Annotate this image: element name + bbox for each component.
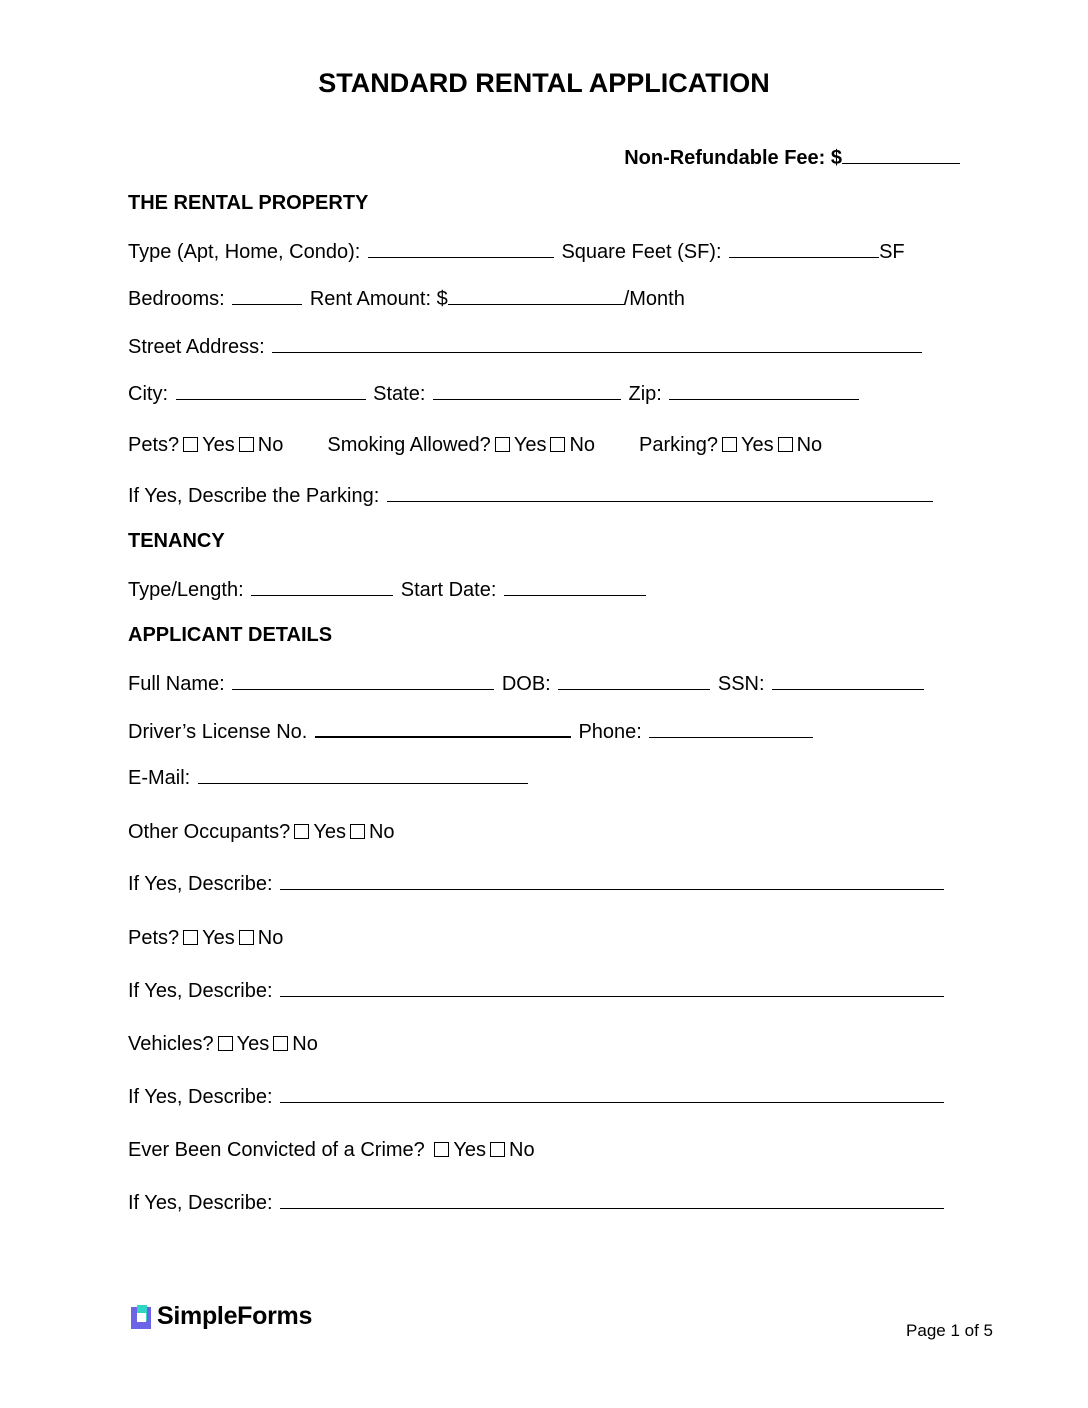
ssn-field[interactable] <box>772 671 924 690</box>
pets-no-label: No <box>257 434 284 456</box>
vehicles-describe-field[interactable] <box>280 1084 944 1103</box>
license-field[interactable] <box>315 718 571 738</box>
smoking-label: Smoking Allowed? <box>327 434 491 456</box>
parking-no-checkbox[interactable] <box>778 437 793 452</box>
pets-yes-label: Yes <box>202 434 235 456</box>
sqft-label: Square Feet (SF): <box>561 241 722 263</box>
smoking-yes-label: Yes <box>513 434 547 456</box>
simpleforms-logo-icon <box>131 1305 153 1329</box>
rent-field[interactable] <box>448 286 624 305</box>
type-field[interactable] <box>368 239 554 258</box>
pets-describe-label: If Yes, Describe: <box>128 980 273 1002</box>
pets-label: Pets? <box>128 434 180 456</box>
license-label: Driver’s License No. <box>128 721 308 743</box>
occupants-no-checkbox[interactable] <box>350 824 365 839</box>
row-pets-smoking-parking <box>128 434 822 457</box>
fee-row <box>624 145 960 170</box>
parking-yes-label: Yes <box>740 434 774 456</box>
sqft-field[interactable] <box>729 239 879 258</box>
bedrooms-label: Bedrooms: <box>128 288 225 310</box>
row-crime <box>128 1139 535 1162</box>
row-parking-describe <box>128 483 935 508</box>
occupants-yes-checkbox[interactable] <box>294 824 309 839</box>
pets-yes-checkbox[interactable] <box>183 437 198 452</box>
parking-describe-field[interactable] <box>387 483 933 502</box>
start-date-field[interactable] <box>504 577 646 596</box>
email-field[interactable] <box>198 765 528 784</box>
vehicles-yes-checkbox[interactable] <box>218 1036 233 1051</box>
zip-label: Zip: <box>628 383 662 405</box>
crime-no-label: No <box>509 1139 535 1161</box>
row-city-state-zip <box>128 381 861 406</box>
row-crime-describe <box>128 1190 946 1215</box>
applicant-pets-no-label: No <box>257 927 284 949</box>
full-name-label: Full Name: <box>128 673 225 695</box>
type-label: Type (Apt, Home, Condo): <box>128 241 361 263</box>
start-date-label: Start Date: <box>400 579 497 601</box>
applicant-pets-label: Pets? <box>128 927 180 949</box>
section-heading-tenancy: TENANCY <box>128 530 225 552</box>
row-occupants-describe <box>128 871 946 896</box>
dob-label: DOB: <box>501 673 551 695</box>
street-field[interactable] <box>272 334 922 353</box>
crime-yes-label: Yes <box>453 1139 487 1161</box>
pets-no-checkbox[interactable] <box>239 437 254 452</box>
fee-label: Non-Refundable Fee: $ <box>624 147 842 169</box>
bedrooms-field[interactable] <box>232 286 302 305</box>
applicant-pets-no-checkbox[interactable] <box>239 930 254 945</box>
vehicles-label: Vehicles? <box>128 1033 214 1055</box>
phone-label: Phone: <box>578 721 642 743</box>
fee-field[interactable] <box>842 145 960 164</box>
row-tenancy <box>128 577 648 602</box>
parking-yes-checkbox[interactable] <box>722 437 737 452</box>
occupants-describe-label: If Yes, Describe: <box>128 873 273 895</box>
page-number: Page 1 of 5 <box>906 1321 993 1340</box>
document-title: STANDARD RENTAL APPLICATION <box>318 68 770 98</box>
crime-label: Ever Been Convicted of a Crime? <box>128 1139 425 1161</box>
smoking-yes-checkbox[interactable] <box>495 437 510 452</box>
rent-label: Rent Amount: $ <box>309 288 448 310</box>
pets-describe-field[interactable] <box>280 978 944 997</box>
row-bedrooms-rent <box>128 286 685 311</box>
smoking-no-checkbox[interactable] <box>550 437 565 452</box>
parking-label: Parking? <box>639 434 718 456</box>
phone-field[interactable] <box>649 719 813 738</box>
parking-no-label: No <box>796 434 823 456</box>
occupants-yes-label: Yes <box>313 821 346 843</box>
occupants-label: Other Occupants? <box>128 821 291 843</box>
sqft-suffix: SF <box>879 241 905 263</box>
ssn-label: SSN: <box>717 673 765 695</box>
vehicles-no-label: No <box>292 1033 318 1055</box>
row-pets-describe <box>128 978 946 1003</box>
crime-yes-checkbox[interactable] <box>434 1142 449 1157</box>
row-street <box>128 334 924 359</box>
applicant-pets-yes-checkbox[interactable] <box>183 930 198 945</box>
crime-no-checkbox[interactable] <box>490 1142 505 1157</box>
rent-suffix: /Month <box>623 288 685 310</box>
city-field[interactable] <box>176 381 366 400</box>
brand-logo <box>131 1302 312 1331</box>
row-email <box>128 765 530 790</box>
vehicles-no-checkbox[interactable] <box>273 1036 288 1051</box>
vehicles-describe-label: If Yes, Describe: <box>128 1086 273 1108</box>
section-heading-applicant: APPLICANT DETAILS <box>128 624 333 646</box>
row-applicant-pets <box>128 927 283 950</box>
street-label: Street Address: <box>128 336 265 358</box>
crime-describe-field[interactable] <box>280 1190 944 1209</box>
applicant-pets-yes-label: Yes <box>202 927 235 949</box>
type-length-label: Type/Length: <box>128 579 244 601</box>
type-length-field[interactable] <box>251 577 393 596</box>
row-vehicles <box>128 1033 318 1056</box>
zip-field[interactable] <box>669 381 859 400</box>
row-name-dob-ssn <box>128 671 926 696</box>
row-type-sqft <box>128 239 905 264</box>
section-heading-rental-property: THE RENTAL PROPERTY <box>128 192 369 214</box>
smoking-no-label: No <box>569 434 596 456</box>
parking-describe-label: If Yes, Describe the Parking: <box>128 485 380 507</box>
row-vehicles-describe <box>128 1084 946 1109</box>
occupants-describe-field[interactable] <box>280 871 944 890</box>
city-label: City: <box>128 383 168 405</box>
state-label: State: <box>373 383 426 405</box>
crime-describe-label: If Yes, Describe: <box>128 1192 273 1214</box>
state-field[interactable] <box>433 381 621 400</box>
email-label: E-Mail: <box>128 767 191 789</box>
row-occupants <box>128 821 395 844</box>
vehicles-yes-label: Yes <box>236 1033 270 1055</box>
occupants-no-label: No <box>368 821 395 843</box>
brand-name: SimpleForms <box>157 1302 313 1330</box>
dob-field[interactable] <box>558 671 710 690</box>
full-name-field[interactable] <box>232 671 494 690</box>
row-license-phone <box>128 718 815 744</box>
